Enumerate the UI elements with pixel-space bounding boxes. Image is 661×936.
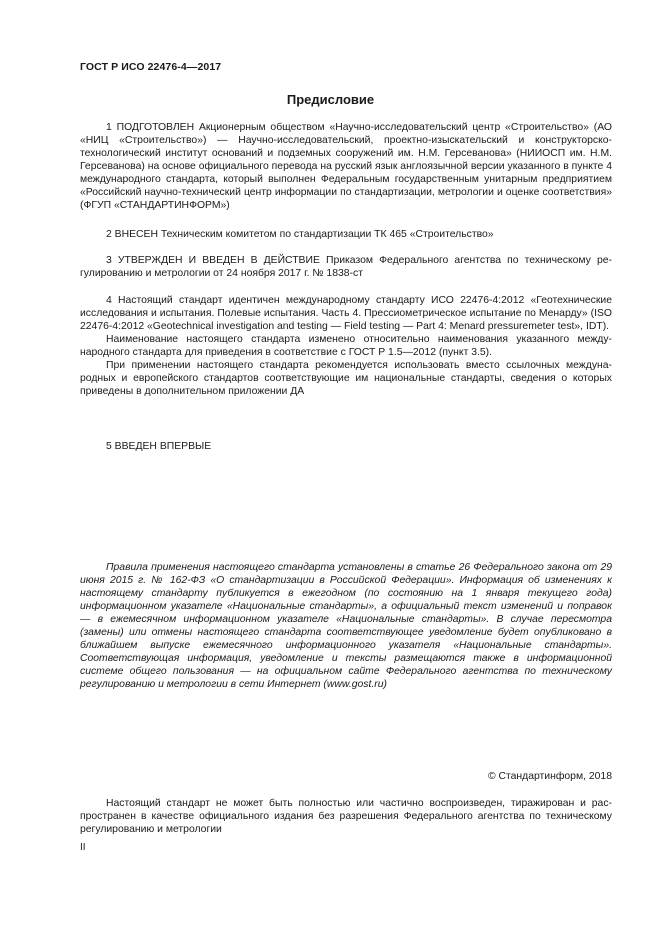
paragraph-4-block [80,294,612,398]
page-number: II [80,842,86,853]
paragraph-4-name-note: Наименование настоящего стандарта изменено относительно наименования указанного международного стандарта для приведения в соответствие с ГОСТ Р 1.5—2012 (пункт 3.5). [80,334,612,358]
paragraph-5: 5 ВВЕДЕН ВПЕРВЫЕ [106,441,212,452]
reproduction-notice: Настоящий стандарт не может быть полностью или частично воспроизведен, тиражирован и распространен в качестве официального издания без разрешения Федерального агентства по техническому регулированию и метрологии [80,798,612,835]
application-rules: Правила применения настоящего стандарта установлены в статье 26 Федерального закона от 29 июня 2015 г. № 162-ФЗ «О стандартизации в Российской Федерации». Информация об изменениях к настоящему стандарту публикуется в ежегодном (по состоянию на 1 января текущего года) информационном указателе «Национальные стандарты», а официальный текст изменений и поправок — в ежемесячном информационном указателе «Национальные стандарты». В случае пересмотра (замены) или отмены настоящего стандарта соответствующее уведомление будет опубликовано в ближайшем выпуске ежемесячного информационного указателя «Национальные стандарты». Соответствующая информация, уведомление и тексты размещаются также в информационной системе общего пользования — на официальном сайте Федерального агентства по техническому регулированию и метрологии в сети Интернет (www.gost.ru) [80,562,612,690]
paragraph-4: 4 Настоящий стандарт идентичен международному стандарту ИСО 22476-4:2012 «Геотехнические исследования и испытания. Полевые испытания. Часть 4. Прессиометрическое испытание по Менарду» (ISO 22476-4:2012 «Geotechnical investigation and testing — Field testing — Part 4: Menard pressuremeter test», IDT). [80,295,612,332]
document-header: ГОСТ Р ИСО 22476-4—2017 [80,61,222,73]
paragraph-4-references-note: При применении настоящего стандарта рекомендуется использовать вместо ссылочных международных и европейского стандартов соответствующие им национальные стандарты, сведения о которых приведены в дополнительном приложении ДА [80,360,612,397]
paragraph-1: 1 ПОДГОТОВЛЕН Акционерным обществом «Научно-исследовательский центр «Строительство» (АО «НИЦ «Строительство») — Научно-исследовательский, проектно-изыскательский и конструкторско-технологический институт оснований и подземных сооружений им. Н.М. Герсеванова» (НИИОСП им. Н.М. Герсеванова) на основе официального перевода на русский язык англоязычной версии указанного в пункте 4 международного стандарта, который выполнен Федеральным государственным унитарным предприятием «Российский научно-технический центр информации по стандартизации, метрологии и оценке соответствия» (ФГУП «СТАНДАРТИНФОРМ») [80,122,612,211]
copyright: © Стандартинформ, 2018 [487,771,612,782]
paragraph-3: 3 УТВЕРЖДЕН И ВВЕДЕН В ДЕЙСТВИЕ Приказом Федерального агентства по техническому регулированию и метрологии от 24 ноября 2017 г. № 1838-ст [80,255,612,279]
section-title: Предисловие [286,92,375,107]
paragraph-2: 2 ВНЕСЕН Техническим комитетом по стандартизации ТК 465 «Строительство» [106,229,494,240]
